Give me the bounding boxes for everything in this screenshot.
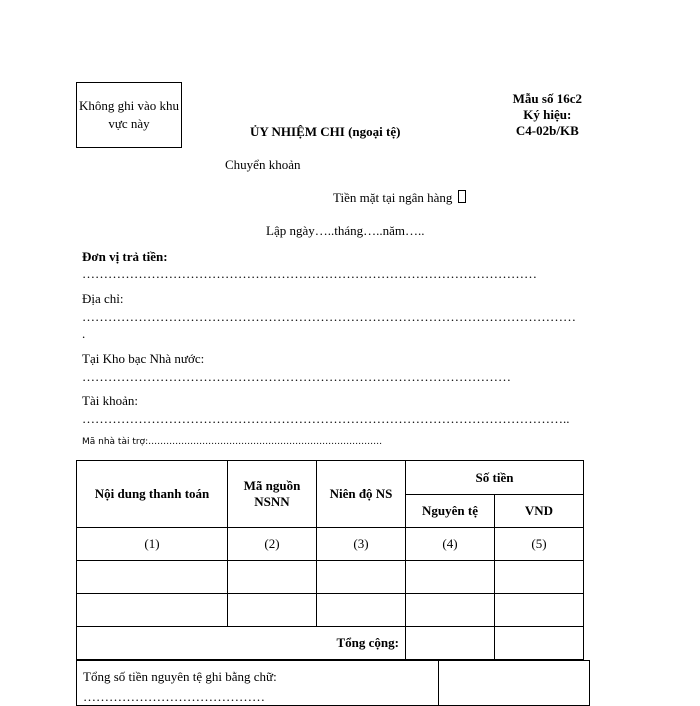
total-row (77, 627, 584, 660)
header-foreign-currency: Nguyên tệ (406, 495, 495, 528)
cash-checkbox[interactable] (458, 190, 466, 203)
table-cell[interactable] (317, 594, 406, 627)
form-symbol-value: C4-02b/KB (515, 123, 579, 138)
table-cell[interactable] (495, 561, 584, 594)
amount-in-words-table (76, 660, 590, 706)
form-code-block (513, 91, 582, 139)
header-payment-content: Nội dung thanh toán (77, 461, 228, 528)
form-symbol-label: Ký hiệu: (523, 107, 572, 122)
table-row (77, 561, 584, 594)
table-cell[interactable] (77, 594, 228, 627)
restricted-area-note: Không ghi vào khu vực này (78, 98, 180, 131)
cash-option-label: Tiền mặt tại ngân hàng (333, 190, 453, 205)
payer-field[interactable]: …………………………………………………………………………………………… (82, 266, 537, 281)
restricted-area-box (76, 82, 182, 148)
index-cell: (4) (406, 528, 495, 561)
header-budget-year: Niên độ NS (317, 461, 406, 528)
payment-table (76, 460, 584, 660)
amount-in-words-label: Tổng số tiền nguyên tệ ghi bằng chữ: (83, 669, 277, 684)
header-budget-source: Mã nguồn NSNN (228, 461, 317, 528)
total-vnd-cell[interactable] (495, 627, 584, 660)
table-cell[interactable] (228, 561, 317, 594)
total-foreign-cell[interactable] (406, 627, 495, 660)
header-amount: Số tiền (406, 461, 584, 495)
table-cell[interactable] (495, 594, 584, 627)
document-title: ỦY NHIỆM CHI (ngoại tệ) (250, 124, 401, 139)
address-label: Địa chỉ: (82, 291, 124, 306)
table-cell[interactable] (77, 561, 228, 594)
account-field[interactable]: ………………………………………………………………………………………………….. (82, 411, 570, 426)
index-cell: (1) (77, 528, 228, 561)
total-label: Tổng cộng: (77, 627, 406, 660)
table-cell[interactable] (228, 594, 317, 627)
amount-in-words-side-cell (439, 661, 590, 706)
table-row (77, 594, 584, 627)
treasury-field[interactable]: ……………………………………………………………………………………… (82, 369, 511, 384)
amount-in-words-dots: …………………………………… (83, 689, 265, 704)
index-cell: (5) (495, 528, 584, 561)
table-index-row (77, 528, 584, 561)
index-cell: (2) (228, 528, 317, 561)
transfer-option-label: Chuyển khoản (225, 157, 301, 172)
amount-in-words-cell[interactable] (77, 661, 439, 706)
treasury-label: Tại Kho bạc Nhà nước: (82, 351, 205, 366)
address-field-end: . (82, 326, 86, 341)
table-cell[interactable] (317, 561, 406, 594)
header-vnd: VND (495, 495, 584, 528)
index-cell: (3) (317, 528, 406, 561)
cash-option (333, 190, 466, 206)
address-field[interactable]: …………………………………………………………………………………………………… (82, 309, 576, 324)
issue-date-line: Lập ngày…..tháng…..năm….. (266, 223, 425, 238)
form-number: Mẫu số 16c2 (512, 91, 582, 106)
table-cell[interactable] (406, 561, 495, 594)
payer-label: Đơn vị trả tiền: (82, 249, 168, 264)
account-label: Tài khoản: (82, 393, 138, 408)
table-cell[interactable] (406, 594, 495, 627)
sponsor-code-field[interactable]: Mã nhà tài trợ:…………………………………………………………………… (82, 437, 383, 447)
